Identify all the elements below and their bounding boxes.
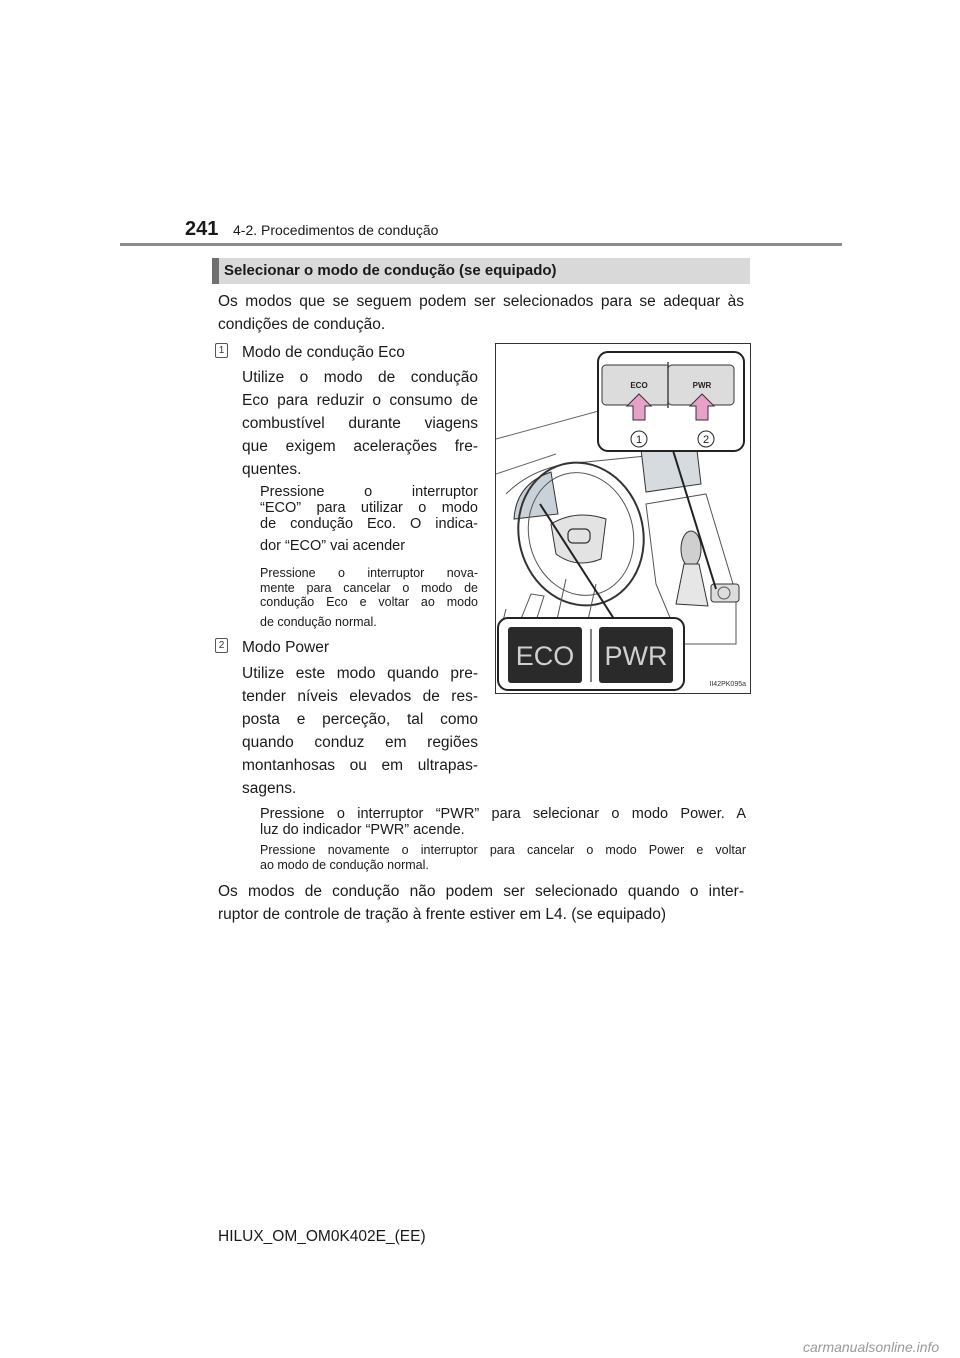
item-2-title: Modo Power bbox=[242, 639, 330, 656]
item-2-body-last: sagens. bbox=[242, 780, 297, 797]
item-2-note-last: ao modo de condução normal. bbox=[260, 858, 429, 872]
text-line: tender níveis elevados de res- bbox=[242, 688, 478, 705]
item-1-title: Modo de condução Eco bbox=[242, 344, 405, 361]
item-1-note-last: de condução normal. bbox=[260, 615, 377, 629]
text-line: quando conduz em regiões bbox=[242, 734, 478, 751]
intro-paragraph: Os modos que se seguem podem ser selecionados para se adequar às condições de condução. bbox=[218, 293, 744, 333]
callout-1-label: 1 bbox=[635, 434, 643, 446]
header-divider bbox=[120, 243, 842, 246]
callout-2-label: 2 bbox=[702, 434, 710, 446]
text-line: que exigem acelerações fre- bbox=[242, 438, 478, 455]
drive-mode-illustration bbox=[495, 343, 751, 694]
page-number: 241 bbox=[185, 218, 219, 240]
text-line: Eco para reduzir o consumo de bbox=[242, 392, 478, 409]
item-1-body bbox=[242, 366, 478, 458]
document-footer: HILUX_OM_OM0K402E_(EE) bbox=[218, 1228, 426, 1245]
item-1-note bbox=[260, 566, 478, 610]
item-2-instruction bbox=[260, 806, 746, 822]
text-line: Utilize o modo de condução bbox=[242, 369, 478, 386]
text-line: “ECO” para utilizar o modo bbox=[260, 500, 478, 516]
section-heading: Selecionar o modo de condução (se equipado) bbox=[224, 262, 557, 279]
closing-paragraph bbox=[218, 880, 744, 903]
section-title: 4-2. Procedimentos de condução bbox=[233, 222, 439, 238]
item-1-number: 1 bbox=[215, 343, 228, 358]
item-1-body-last: quentes. bbox=[242, 461, 302, 478]
illustration-svg bbox=[496, 344, 750, 693]
item-2-instruction-last: luz do indicador “PWR” acende. bbox=[260, 822, 465, 838]
item-2-number: 2 bbox=[215, 638, 228, 653]
item-1-instruction-last: dor “ECO” vai acender bbox=[260, 538, 406, 554]
text-line: montanhosas ou em ultrapas- bbox=[242, 757, 478, 774]
text-line: Pressione o interruptor “PWR” para selecionar o modo Power. A bbox=[260, 806, 746, 822]
indicator-eco-label: ECO bbox=[515, 641, 575, 671]
watermark: carmanualsonline.info bbox=[803, 1339, 940, 1355]
text-line: Pressione novamente o interruptor para cancelar o modo Power e voltar bbox=[260, 843, 746, 857]
text-line: posta e perceção, tal como bbox=[242, 711, 478, 728]
switch-pwr-label: PWR bbox=[692, 381, 712, 390]
item-1-instruction bbox=[260, 484, 478, 532]
text-line: Utilize este modo quando pre- bbox=[242, 665, 478, 682]
text-line: Pressione o interruptor nova- bbox=[260, 566, 478, 580]
indicator-pwr-label: PWR bbox=[604, 641, 668, 671]
text-line: condução Eco e voltar ao modo bbox=[260, 595, 478, 609]
text-line: mente para cancelar o modo de bbox=[260, 580, 478, 595]
item-2-note bbox=[260, 843, 746, 858]
closing-paragraph-last: ruptor de controle de tração à frente estiver em L4. (se equipado) bbox=[218, 906, 667, 923]
text-line: combustível durante viagens bbox=[242, 415, 478, 432]
figure-code: II42PK095a bbox=[709, 681, 746, 688]
switch-eco-label: ECO bbox=[630, 381, 648, 390]
item-2-body bbox=[242, 662, 478, 777]
text-line: de condução Eco. O indica- bbox=[260, 516, 478, 532]
text-line: Pressione o interruptor bbox=[260, 484, 478, 500]
text-line: Os modos de condução não podem ser selecionado quando o inter- bbox=[218, 883, 744, 900]
